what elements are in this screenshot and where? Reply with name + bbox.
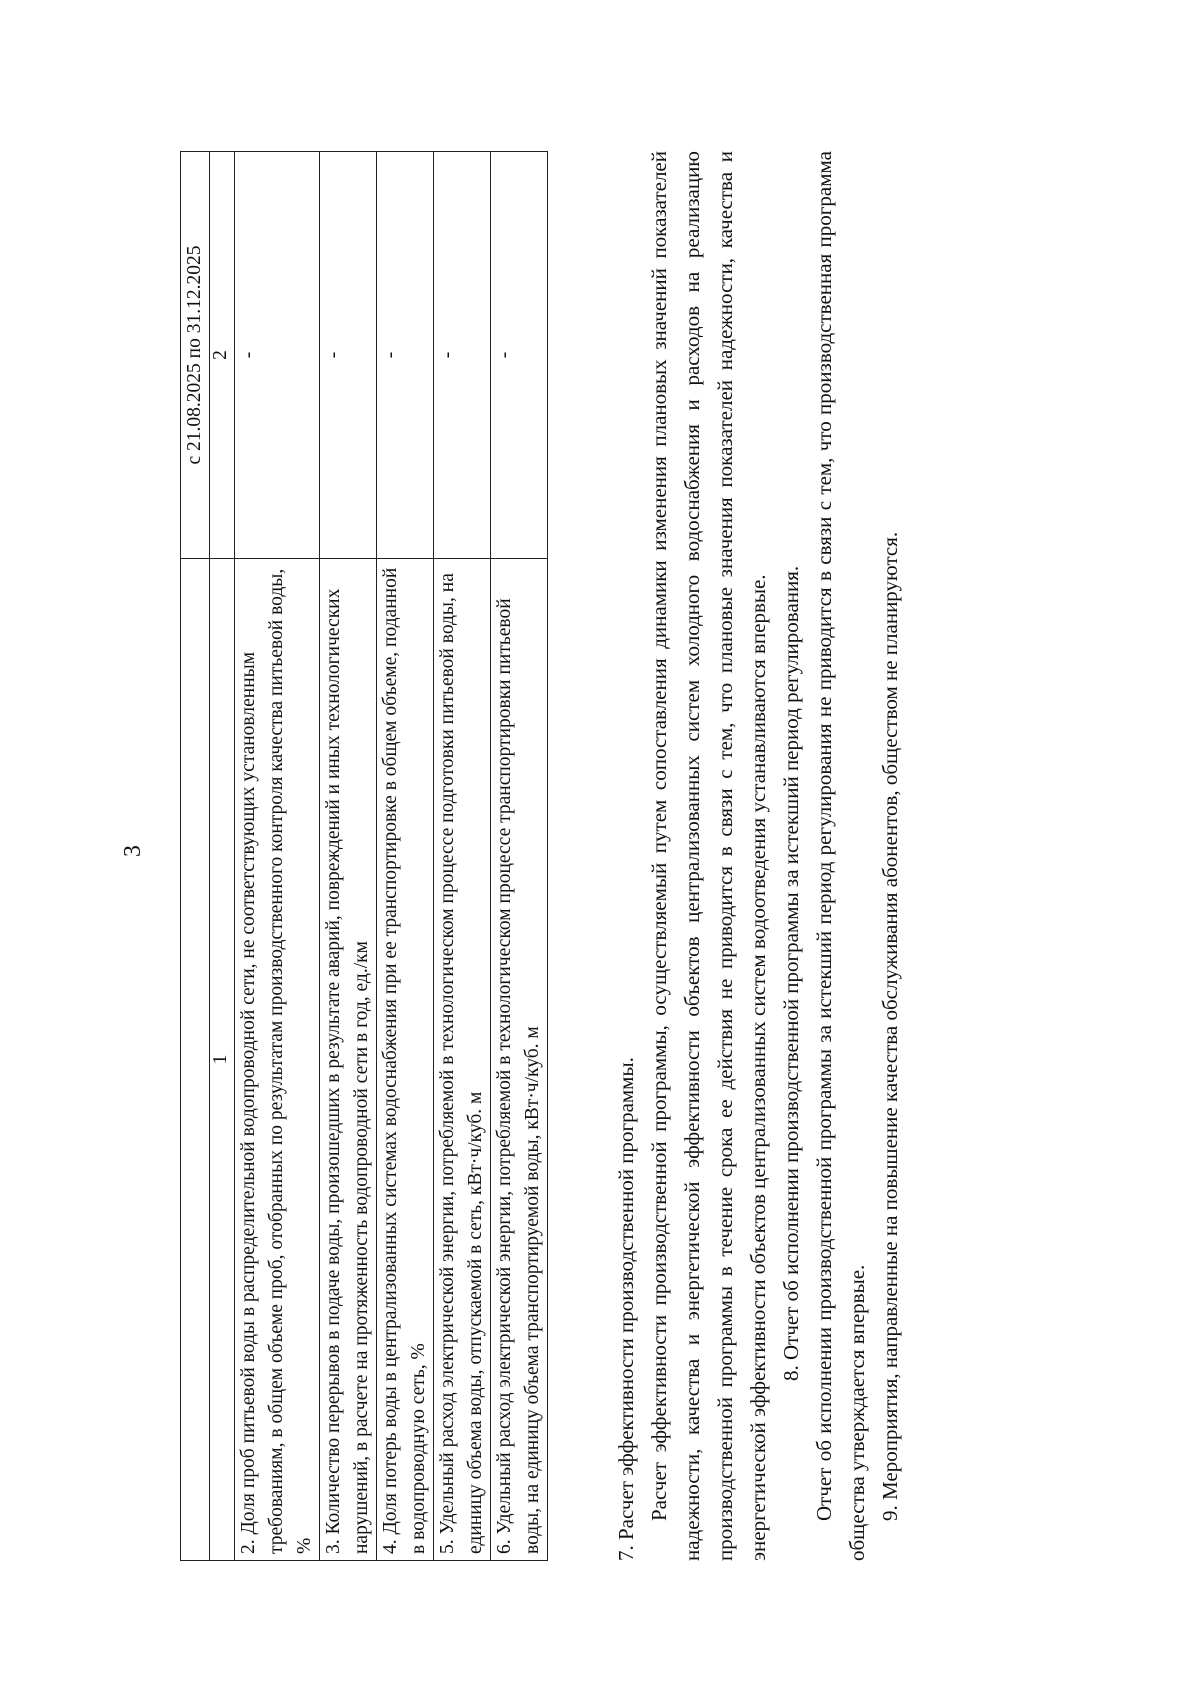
indicator-name: 6. Удельный расход электрической энергии, потребляемой в технологическом процессе транспортировки питьевой воды, на единицу объема транспортируемой воды, кВт·ч/куб. м (491, 558, 548, 1560)
table-column-number: 1 (210, 558, 235, 1560)
table-header-cell-indicator (181, 558, 210, 1560)
table-column-number-row (210, 152, 235, 1561)
indicators-table (180, 151, 548, 1561)
indicator-value: - (434, 152, 491, 559)
indicator-value: - (320, 152, 377, 559)
section-7-body: Расчет эффективности производственной программы, осуществляемый путем сопоставления динамики изменения плановых значений показателей надежности, качества и энергетической эффективности объектов централизованных систем холодного водоснабжения и расходов на реализацию производственной программы в течение срока ее действия не приводится в связи с тем, что плановые значения показателей надежности, качества и энергетической эффективности объектов централизованных систем водоотведения устанавливаются впервые. (647, 151, 770, 1561)
indicator-name: 3. Количество перерывов в подаче воды, произошедших в результате аварий, повреждений и иных технологических нарушений, в расчете на протяженность водопроводной сети в год, ед./км (320, 558, 377, 1560)
table-row (320, 152, 377, 1561)
section-7-title: 7. Расчет эффективности производственной программы. (614, 1057, 638, 1561)
section-8-body: Отчет об исполнении производственной программы за истекший период регулирования не приводится в связи с тем, что производственная программа общества утверждается впервые. (812, 151, 869, 1561)
table-header-row (181, 152, 210, 1561)
indicator-name: 4. Доля потерь воды в централизованных системах водоснабжения при ее транспортировке в общем объеме, поданной в водопроводную сеть, % (377, 558, 434, 1560)
table-header-cell-period: с 21.08.2025 по 31.12.2025 (181, 152, 210, 559)
table-row (377, 152, 434, 1561)
indicator-value: - (491, 152, 548, 559)
indicator-name: 2. Доля проб питьевой воды в распределительной водопроводной сети, не соответствующих установленным требованиям, в общем объеме проб, отобранных по результатам производственного контроля качества питьевой воды, % (235, 558, 320, 1560)
indicator-name: 5. Удельный расход электрической энергии, потребляемой в технологическом процессе подготовки питьевой воды, на единицу объема воды, отпускаемой в сеть, кВт·ч/куб. м (434, 558, 491, 1560)
indicator-value: - (377, 152, 434, 559)
table-row (434, 152, 491, 1561)
body-text (610, 151, 907, 1561)
page-number: 3 (120, 845, 146, 857)
document-page (90, 101, 1110, 1601)
table-column-number: 2 (210, 152, 235, 559)
table-row (491, 152, 548, 1561)
section-8-title: 8. Отчет об исполнении производственной программы за истекший период регулирования. (779, 565, 803, 1381)
indicator-value: - (235, 152, 320, 559)
table-row (235, 152, 320, 1561)
section-9-title: 9. Мероприятия, направленные на повышение качества обслуживания абонентов, обществом не планируются. (878, 531, 902, 1521)
